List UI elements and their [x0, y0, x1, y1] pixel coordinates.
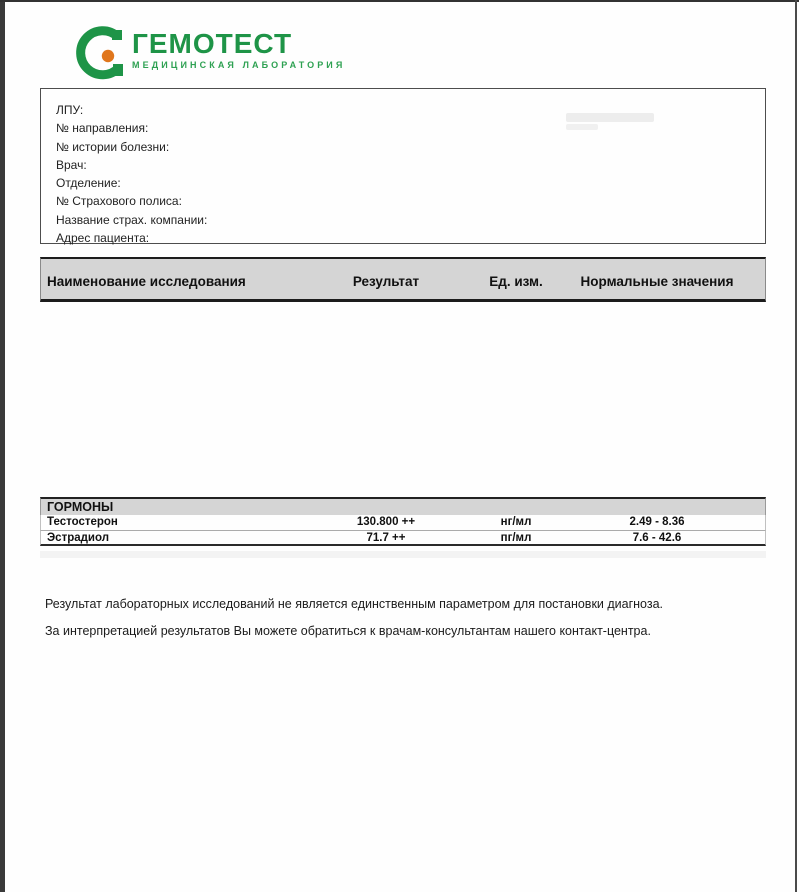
test-units: нг/мл — [500, 516, 532, 528]
field-insurance-policy: № Страхового полиса: — [56, 194, 182, 209]
normal-range: 2.49 - 8.36 — [629, 516, 685, 528]
section-title: ГОРМОНЫ — [47, 500, 114, 514]
test-name: Эстрадиол — [47, 532, 110, 544]
patient-info-box — [40, 88, 766, 244]
table-row-testosterone — [40, 515, 766, 531]
redacted-value-smudge — [566, 113, 654, 122]
brand-subtitle: МЕДИЦИНСКАЯ ЛАБОРАТОРИЯ — [132, 60, 346, 70]
normal-range: 7.6 - 42.6 — [632, 532, 682, 544]
gemotest-logo — [62, 20, 346, 82]
scan-edge-right — [795, 0, 797, 892]
col-header-normal-values: Нормальные значения — [580, 274, 734, 289]
col-header-units: Ед. изм. — [489, 274, 543, 289]
field-insurance-company: Название страх. компании: — [56, 212, 208, 227]
scan-edge-left — [0, 0, 5, 892]
redacted-value-smudge — [566, 124, 598, 130]
test-units: пг/мл — [500, 532, 532, 544]
scan-artifact-smudge — [40, 551, 766, 558]
field-department: Отделение: — [56, 176, 121, 191]
hormones-section — [40, 497, 766, 546]
field-doctor: Врач: — [56, 157, 87, 172]
section-header-hormones — [40, 497, 766, 515]
col-header-test-name: Наименование исследования — [47, 274, 246, 289]
table-row-estradiol — [40, 531, 766, 546]
disclaimer-line-1: Результат лабораторных исследований не является единственным параметром для постановки диагноза. — [45, 597, 664, 611]
field-patient-address: Адрес пациента: — [56, 231, 150, 246]
field-case-history: № истории болезни: — [56, 139, 170, 154]
test-result: 130.800 ++ — [356, 516, 416, 528]
field-lpu: ЛПУ: — [56, 103, 84, 117]
disclaimer-line-2: За интерпретацией результатов Вы можете обратиться к врачам-консультантам нашего контакт-центра. — [45, 624, 651, 638]
gemotest-ring-icon — [70, 24, 128, 82]
scan-edge-top — [0, 0, 799, 2]
col-header-result: Результат — [352, 274, 420, 289]
results-table-header — [40, 257, 766, 302]
test-result: 71.7 ++ — [366, 532, 406, 544]
test-name: Тестостерон — [47, 516, 118, 528]
brand-name: ГЕМОТЕСТ — [132, 28, 293, 59]
field-referral-number: № направления: — [56, 121, 149, 136]
